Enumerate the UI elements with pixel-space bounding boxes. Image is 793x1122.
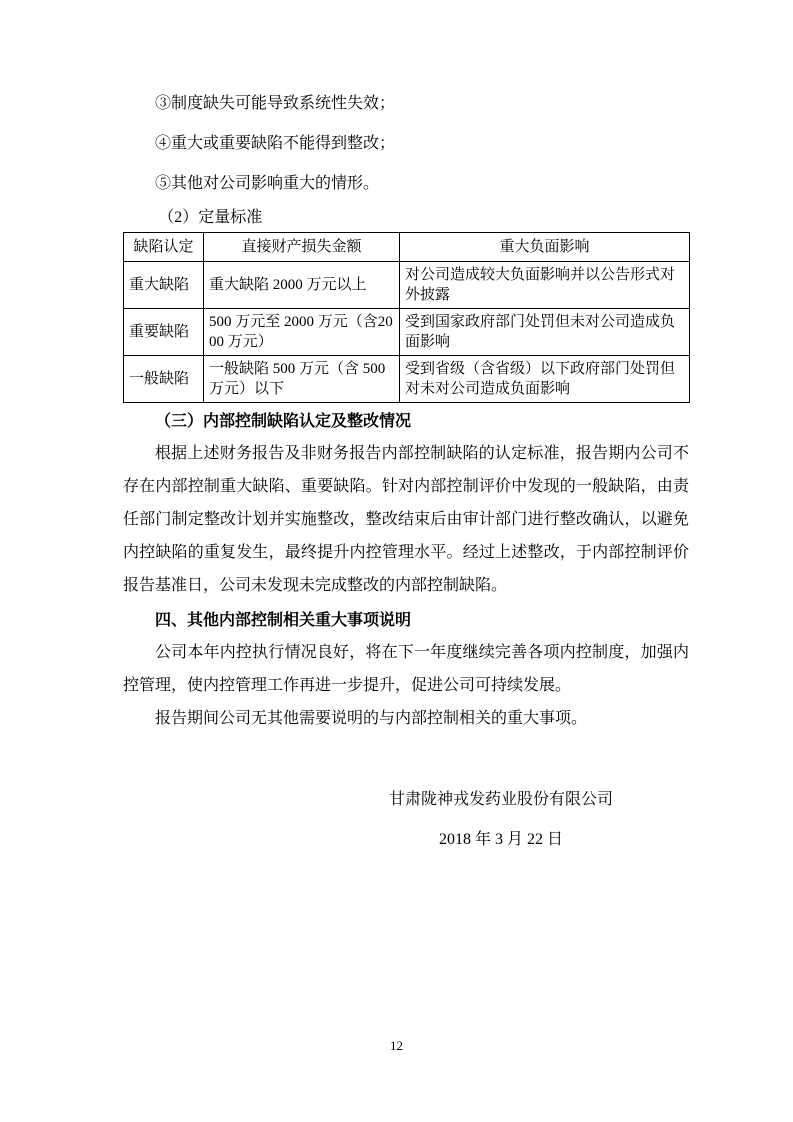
table-header-row xyxy=(124,233,690,262)
cell-negative-impact: 受到省级（含省级）以下政府部门处罚但对未对公司造成负面影响 xyxy=(400,356,690,403)
column-header-direct-loss-amount: 直接财产损失金额 xyxy=(204,233,400,262)
cell-loss-amount: 500 万元至 2000 万元（含2000 万元） xyxy=(204,309,400,356)
column-header-defect-level: 缺陷认定 xyxy=(124,233,204,262)
column-header-major-negative-impact: 重大负面影响 xyxy=(400,233,690,262)
section-heading-defect-rectification: （三）内部控制缺陷认定及整改情况 xyxy=(155,413,412,430)
cell-defect-level: 重大缺陷 xyxy=(124,262,204,309)
signature-date: 2018 年 3 月 22 日 xyxy=(438,831,563,848)
signature-company-name: 甘肃陇神戎发药业股份有限公司 xyxy=(388,791,613,808)
table-row-general-defect xyxy=(124,356,690,403)
cell-defect-level: 重要缺陷 xyxy=(124,309,204,356)
cell-loss-amount: 一般缺陷 500 万元（含 500万元）以下 xyxy=(204,356,400,403)
signature-block xyxy=(123,780,689,860)
table-row-major-defect xyxy=(124,262,690,309)
defect-list-item-5: ⑤其他对公司影响重大的情形。 xyxy=(155,175,380,192)
paragraph-no-other-matters: 报告期间公司无其他需要说明的与内部控制相关的重大事项。 xyxy=(155,710,588,727)
cell-loss-amount: 重大缺陷 2000 万元以上 xyxy=(204,262,400,309)
paragraph-internal-control-outlook: 公司本年内控执行情况良好，将在下一年度继续完善各项内控制度，加强内控管理，使内控管理工作再进一步提升，促进公司可持续发展。 xyxy=(123,644,689,694)
document-content xyxy=(123,84,689,860)
page-number: 12 xyxy=(390,1038,403,1053)
cell-negative-impact: 受到国家政府部门处罚但未对公司造成负面影响 xyxy=(400,309,690,356)
defect-quantitative-table xyxy=(123,232,690,403)
defect-list-item-4: ④重大或重要缺陷不能得到整改； xyxy=(155,135,396,152)
cell-negative-impact: 对公司造成较大负面影响并以公告形式对外披露 xyxy=(400,262,690,309)
section-heading-other-major-matters: 四、其他内部控制相关重大事项说明 xyxy=(155,612,412,629)
defect-list-item-3: ③制度缺失可能导致系统性失效； xyxy=(155,95,396,112)
quantitative-criteria-heading: （2）定量标准 xyxy=(158,209,263,226)
cell-defect-level: 一般缺陷 xyxy=(124,356,204,403)
paragraph-defect-rectification: 根据上述财务报告及非财务报告内部控制缺陷的认定标准，报告期内公司不存在内部控制重大缺陷、重要缺陷。针对内部控制评价中发现的一般缺陷，由责任部门制定整改计划并实施整改，整改结束后由审计部门进行整改确认，以避免内控缺陷的重复发生，最终提升内控管理水平。经过上述整改，于内部控制评价报告基准日，公司未发现未完成整改的内部控制缺陷。 xyxy=(123,445,689,594)
table-row-important-defect xyxy=(124,309,690,356)
